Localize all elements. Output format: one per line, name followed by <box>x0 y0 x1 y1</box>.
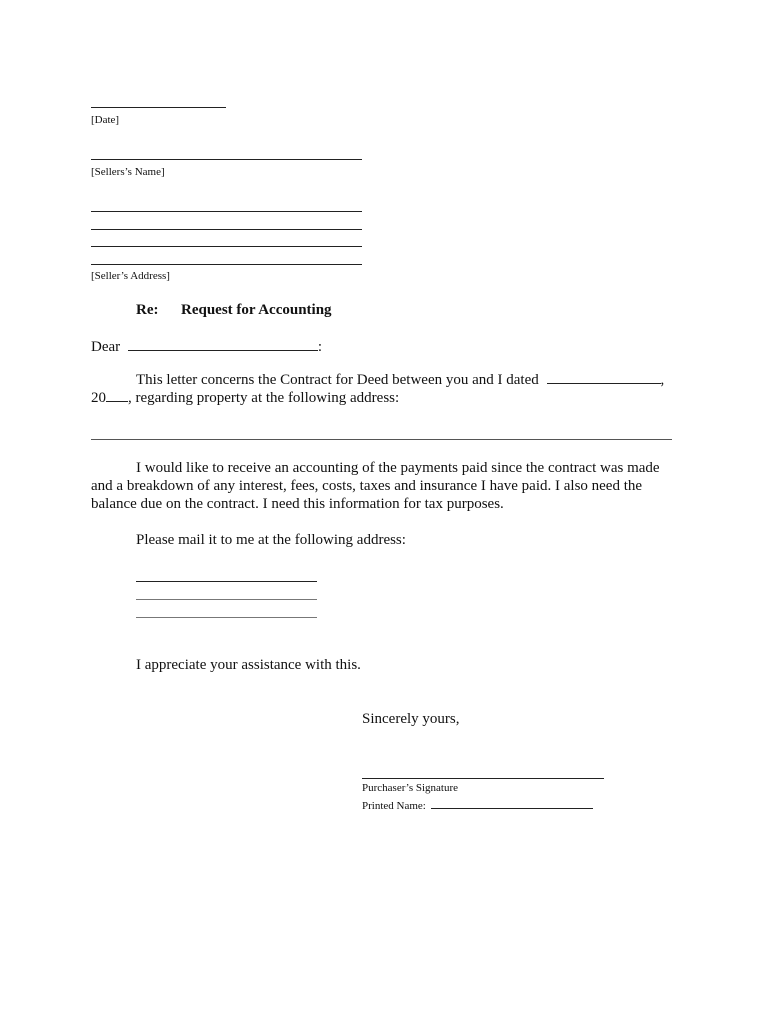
closing-line: I appreciate your assistance with this. <box>136 657 361 673</box>
para1-line1-text: This letter concerns the Contract for Deed between you and I dated <box>136 372 539 388</box>
para1-line2-text: , regarding property at the following address: <box>128 390 400 406</box>
printed-name-label: Printed Name: <box>362 800 426 812</box>
signature-label: Purchaser’s Signature <box>362 782 459 794</box>
re-prefix: Re: <box>136 302 159 318</box>
mailing-address-line-1[interactable] <box>136 581 317 582</box>
mailing-address-line-2[interactable] <box>136 599 317 600</box>
para1-line2 <box>91 388 399 407</box>
mailing-address-line-3[interactable] <box>136 617 317 618</box>
sellers-address-label: [Seller’s Address] <box>91 270 170 282</box>
para1-line1 <box>136 370 664 389</box>
recipient-name-blank[interactable] <box>128 337 318 351</box>
greeting-colon: : <box>317 339 323 355</box>
para1-line1-end: , <box>660 372 665 388</box>
printed-name-blank[interactable] <box>431 797 593 809</box>
year-prefix: 20 <box>91 390 106 406</box>
contract-date-blank[interactable] <box>547 370 661 384</box>
sellers-name-label: [Sellers’s Name] <box>91 166 165 178</box>
date-line[interactable] <box>91 107 226 108</box>
para3: Please mail it to me at the following address: <box>136 532 406 548</box>
sellers-address-line-3[interactable] <box>91 246 362 247</box>
year-blank[interactable] <box>106 388 128 402</box>
re-subject: Request for Accounting <box>181 302 332 318</box>
sign-off: Sincerely yours, <box>362 711 460 727</box>
para2-line2: and a breakdown of any interest, fees, costs, taxes and insurance I have paid. I also need the <box>91 478 643 494</box>
property-address-line[interactable] <box>91 439 672 440</box>
sellers-address-line-4[interactable] <box>91 264 362 265</box>
para2-line1: I would like to receive an accounting of the payments paid since the contract was made <box>136 460 660 476</box>
para2-line3: balance due on the contract. I need this information for tax purposes. <box>91 496 504 512</box>
sellers-address-line-2[interactable] <box>91 229 362 230</box>
printed-name-row <box>362 797 593 813</box>
greeting-word: Dear <box>91 339 121 355</box>
sellers-address-line-1[interactable] <box>91 211 362 212</box>
signature-line[interactable] <box>362 778 604 779</box>
greeting <box>91 337 322 356</box>
date-label: [Date] <box>91 114 120 126</box>
sellers-name-line[interactable] <box>91 159 362 160</box>
